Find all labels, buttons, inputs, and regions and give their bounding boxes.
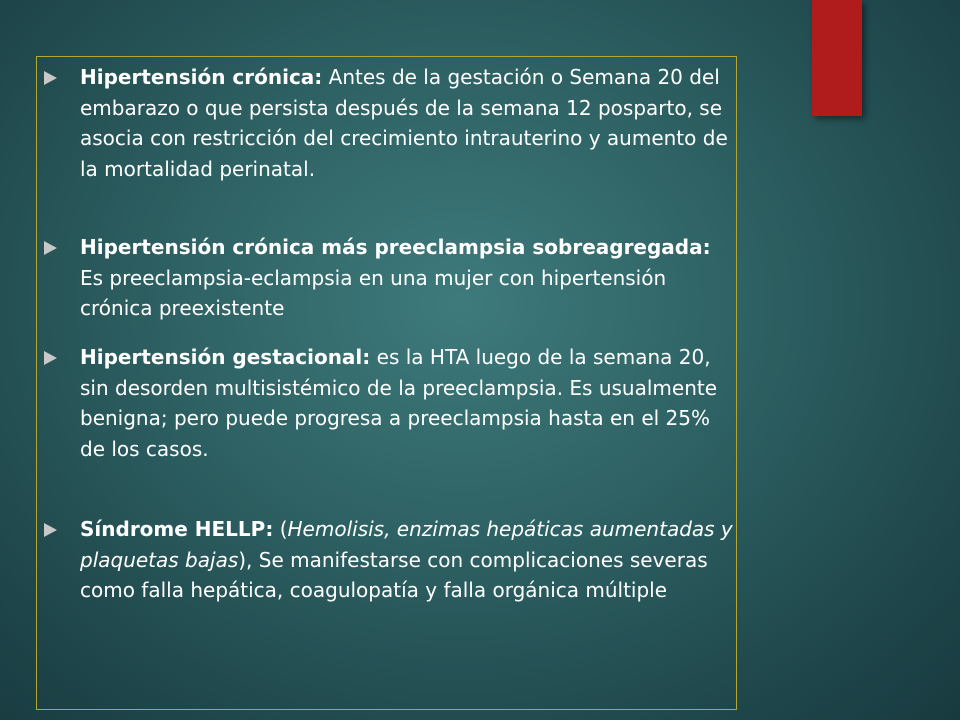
bullet-label: Hipertensión gestacional: <box>80 345 371 369</box>
bullet-italic: Hemolisis, enzimas hepáticas aumentadas y plaquetas bajas <box>80 517 733 572</box>
bullet-label: Hipertensión crónica: <box>80 65 323 89</box>
bullet-hipertension-gestacional <box>44 342 740 464</box>
bullet-hipertension-cronica <box>44 62 740 184</box>
red-accent-bar <box>812 0 862 116</box>
bullet-text <box>80 232 740 324</box>
bullet-text <box>80 62 740 184</box>
bullet-body: ), Se manifestarse con complicaciones severas como falla hepática, coagulopatía y falla orgánica múltiple <box>80 547 708 602</box>
triangle-arrow-icon <box>44 71 57 85</box>
triangle-arrow-icon <box>44 523 57 537</box>
bullet-body-open: ( <box>273 517 288 541</box>
triangle-arrow-icon <box>44 241 57 255</box>
bullet-body: Es preeclampsia-eclampsia en una mujer con hipertensión crónica preexistente <box>80 265 667 320</box>
bullet-hipertension-preeclampsia <box>44 232 740 324</box>
bullet-body: Antes de la gestación o Semana 20 del embarazo o que persista después de la semana 12 posparto, se asocia con restricción del crecimiento intrauterino y aumento de la mortalidad perinatal. <box>80 65 728 181</box>
bullet-sindrome-hellp <box>44 514 740 606</box>
bullet-text <box>80 514 740 606</box>
bullet-body: es la HTA luego de la semana 20, sin desorden multisistémico de la preeclampsia. Es usualmente benigna; pero puede progresa a preeclampsia hasta en el 25% de los casos. <box>80 345 718 461</box>
bullet-text <box>80 342 740 464</box>
triangle-arrow-icon <box>44 351 57 365</box>
bullet-label: Síndrome HELLP: <box>80 517 274 541</box>
bullet-label: Hipertensión crónica más preeclampsia sobreagregada: <box>80 235 711 259</box>
